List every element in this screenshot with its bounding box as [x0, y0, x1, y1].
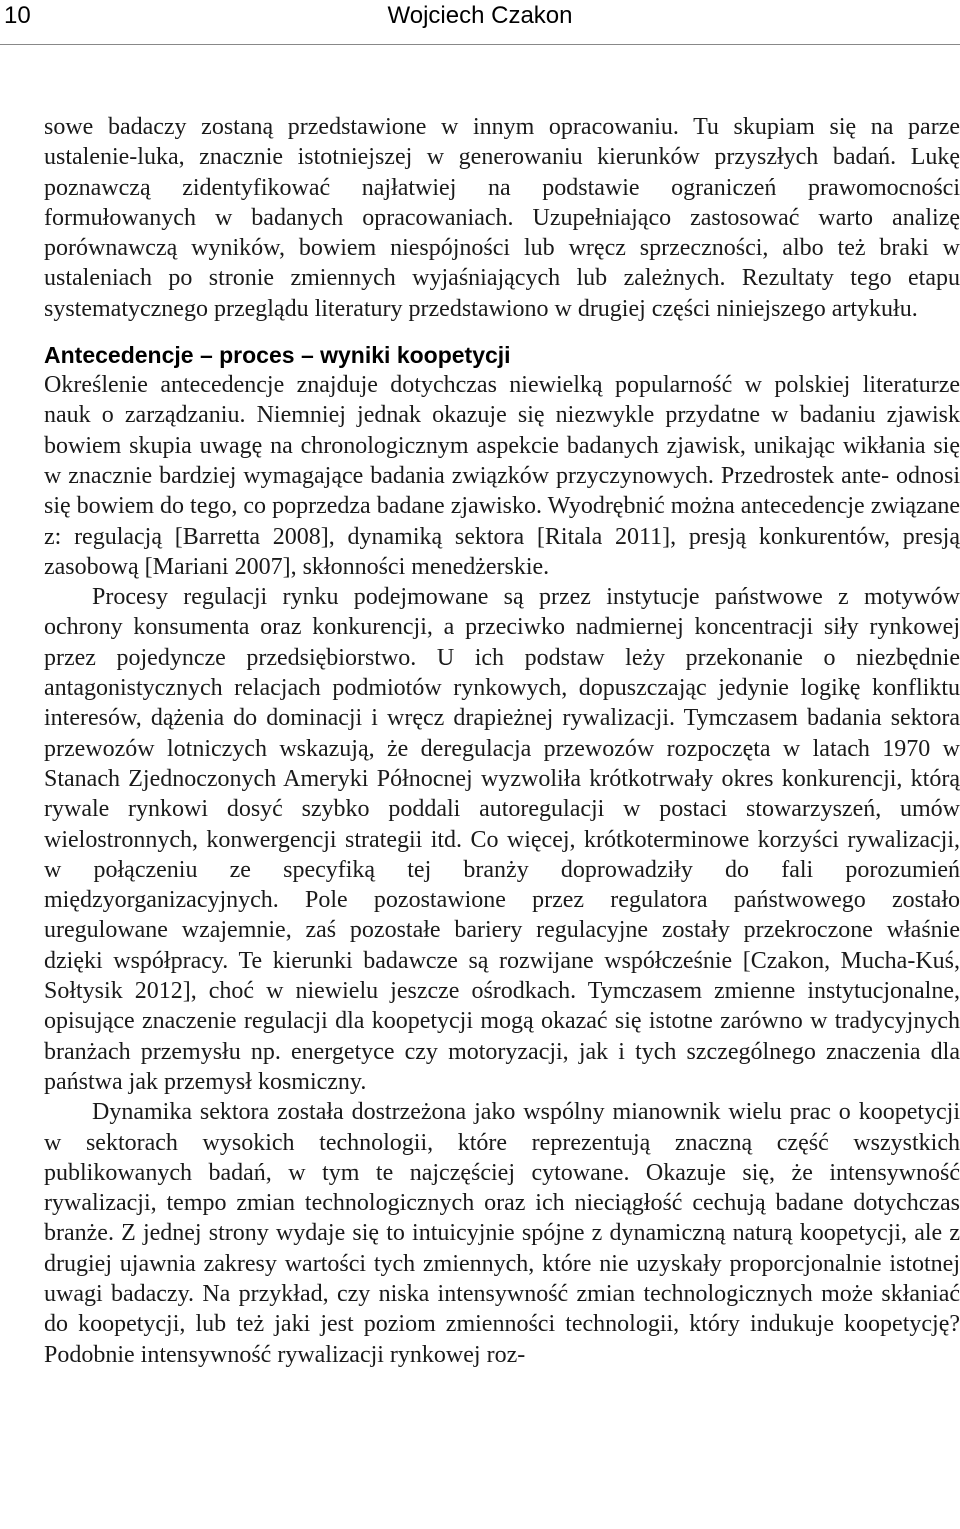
- paragraph-continuation: sowe badaczy zostaną przedstawione w innym opracowaniu. Tu skupiam się na parze ustalenie-luka, znacznie istotniejszej w generowaniu kierunków przyszłych badań. Lukę poznawczą zidentyfikować najłatwiej na podstawie ograniczeń prawomocności formułowanych w badanych opracowaniach. Uzupełniająco zastosować warto analizę porównawczą wyników, bowiem niespójności lub wręcz sprzeczności, albo też braki w ustaleniach po stronie zmiennych wyjaśniających lub zależnych. Rezultaty tego etapu systematycznego przeglądu literatury przedstawiono w drugiej części niniejszego artykułu.: [44, 114, 960, 322]
- section-heading: Antecedencje – proces – wyniki koopetycji: [44, 342, 511, 369]
- page-number: 10: [4, 2, 31, 29]
- article-body: [44, 112, 960, 1370]
- paragraph-antecedents: Określenie antecedencje znajduje dotychczas niewielką popularność w polskiej literaturze nauk o zarządzaniu. Niemniej jednak okazuje się niezwykle przydatne w badaniu zjawisk bowiem skupia uwagę na chronologicznym aspekcie badanych zjawisk, unikając wikłania się w znacznie bardziej wymagające badania związków przyczynowych. Przedrostek ante- odnosi się bowiem do tego, co poprzedza badane zjawisko. Wyodrębnić można antecedencje związane z: regulacją [Barretta 2008], dynamiką sektora [Ritala 2011], presją konkurentów, presją zasobową [Mariani 2007], skłonności menedżerskie.: [44, 372, 960, 580]
- paragraph-regulation: Procesy regulacji rynku podejmowane są przez instytucje państwowe z motywów ochrony konsumenta oraz konkurencji, a przeciwko nadmiernej koncentracji siły rynkowej przez pojedyncze przedsiębiorstwo. U ich podstaw leży przekonanie o niezbędnie antagonistycznych relacjach podmiotów rynkowych, dopuszczając jedynie logikę konfliktu interesów, dążenia do dominacji i wręcz drapieżnej rywalizacji. Tymczasem badania sektora przewozów lotniczych wskazują, że deregulacja przewozów rozpoczęta w latach 1970 w Stanach Zjednoczonych Ameryki Północnej wyzwoliła krótkotrwały okres konkurencji, którą rywale rynkowi dosyć szybko poddali autoregulacji w postaci stowarzyszeń, umów wielostronnych, konwergencji strategii itd. Co więcej, krótkoterminowe korzyści rywalizacji, w połączeniu ze specyfiką tej branży doprowadziły do fali porozumień międzyorganizacyjnych. Pole pozostawione przez regulatora państwowego zostało uregulowane wzajemnie, zaś pozostałe bariery regulacyjne zostały przekroczone właśnie dzięki współpracy. Te kierunki badawcze są rozwijane współcześnie [Czakon, Mucha-Kuś, Sołtysik 2012], choć w niewielu jeszcze ośrodkach. Tymczasem zmienne instytucjonalne, opisujące znaczenie regulacji dla koopetycji mogą okazać się istotne zarówno w tradycyjnych branżach przemysłu np. energetyce czy motoryzacji, jak i tych szczególnego znaczenia dla państwa jak przemysł kosmiczny.: [44, 584, 960, 1095]
- running-head-author: Wojciech Czakon: [387, 2, 573, 29]
- paragraph-sector-dynamics: Dynamika sektora została dostrzeżona jako wspólny mianownik wielu prac o koopetycji w sektorach wysokich technologii, które reprezentują znaczną część wszystkich publikowanych badań, w tym te najczęściej cytowane. Okazuje się, że intensywność rywalizacji, tempo zmian technologicznych oraz ich nieciągłość cechują badane dotychczas branże. Z jednej strony wydaje się to intuicyjnie spójne z dynamiczną naturą koopetycji, ale z drugiej ujawnia zakresy wartości tych zmiennych, które nie uzyskały proporcjonalnie istotnej uwagi badaczy. Na przykład, czy niska intensywność zmian technologicznych może skłaniać do koopetycji, lub też jaki jest poziom zmienności technologii, który indukuje koopetycję? Podobnie intensywność rywalizacji rynkowej roz-: [44, 1099, 960, 1368]
- page-header: [0, 0, 960, 30]
- header-divider: [0, 44, 960, 45]
